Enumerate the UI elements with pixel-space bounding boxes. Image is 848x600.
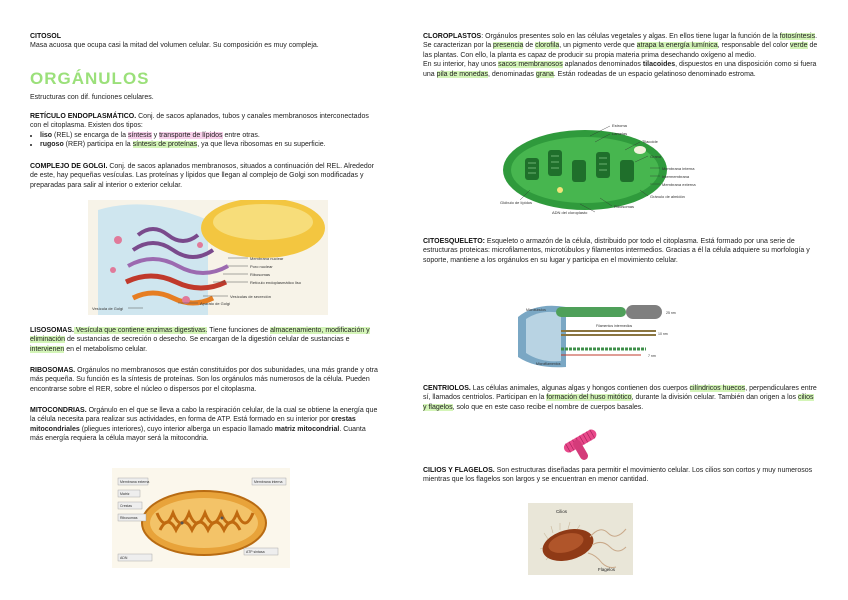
centriolos-heading: CENTRIOLOS. — [423, 385, 471, 392]
chloroplast-label: Glóbulo de lípidos — [500, 200, 533, 205]
cilia-label: Flagelos — [598, 567, 616, 572]
chloroplast-figure — [500, 120, 750, 220]
citoesqueleto-heading: CITOESQUELETO: — [423, 238, 485, 245]
centriolos-section: CENTRIOLOS. Las células animales, algunas algas y hongos contienen dos cuerpos cilíndricos huecos, perpendiculares entre sí, llamados centriolos. Participan en la formación del huso mitótico, durante la división celular. También dan origen a los cilios y flagelos, solo que en este caso recibe el nombre de cuerpos basales. — [423, 385, 817, 411]
golgi-label: Vesícula de Golgi — [92, 306, 124, 311]
cloroplastos-heading: CLOROPLASTOS — [423, 33, 482, 40]
citoesqueleto-section — [423, 237, 818, 265]
golgi-label: Retículo endoplasmático liso — [250, 280, 301, 285]
mitochondria-figure — [112, 468, 290, 568]
chloroplast-label: Grana — [650, 154, 662, 159]
citosol-section — [30, 32, 380, 51]
mito-label: Crestas — [120, 504, 133, 508]
golgi-label: Membrana nuclear — [250, 256, 284, 261]
golgi-figure — [88, 200, 328, 315]
chloroplast-label: Lamelas — [612, 131, 628, 136]
mito-label: Matriz — [120, 492, 130, 496]
chloroplast-label: Intermembrana — [662, 174, 690, 179]
golgi-label: Poro nuclear — [250, 264, 273, 269]
cyto-label: Microfilamentos — [536, 362, 561, 366]
reticulo-text: Conj. de sacos aplanados, tubos y canales membranosos interconectados con el citoplasma. Existen dos tipos: — [30, 113, 369, 130]
lisosomas-section: LISOSOMAS. Vesícula que contiene enzimas digestivas. Tiene funciones de almacenamiento, modificación y eliminación de sustancias de secreción o desecho. Se encargan de la digestión celular de sustancias e intervienen en el metabolismo celular. — [30, 327, 370, 353]
cyto-label: Filamentos intermedios — [596, 324, 633, 328]
organulos-title: ORGÁNULOS — [30, 69, 150, 88]
chloroplast-label: Membrana interna — [662, 166, 695, 171]
cilios-section — [423, 466, 818, 485]
mito-label: Membrana externa — [120, 480, 150, 484]
mitocondrias-section: MITOCONDRIAS. Orgánulo en el que se lleva a cabo la respiración celular, de la cual se obtiene la energía que la célula necesita para realizar sus actividades, en forma de ATP. Está formado en su interior por crestas mitocondriales (pliegues interiores), cuyo interior alberga un espacio llamado matriz mitocondrial. Cuanta más energía requiera la célula mayor será la mitocondria. — [30, 407, 378, 443]
mito-label: ADN — [120, 556, 128, 560]
cilios-text: Son estructuras diseñadas para permitir el movimiento celular. Los cilios son cortos y muy numerosos mientras que los flagelos son largos y se encuentran en menor cantidad. — [423, 467, 813, 484]
reticulo-heading: RETÍCULO ENDOPLASMÁTICO. — [30, 113, 137, 120]
mito-label: ATP sintasa — [246, 550, 265, 554]
citosol-heading: CITOSOL — [30, 33, 61, 40]
cloroplastos-section: CLOROPLASTOS: Orgánulos presentes solo en las células vegetales y algas. En ellos tiene lugar la función de la fotosíntesis. Se caracterizan por la presencia de clorofila, un pigmento verde que atrapa la energía lumínica, responsable del color verde de las plantas. Con ello, la planta es capaz de producir su propia materia prima desechando oxígeno al medio. En su interior, hay unos sacos membranosos aplanados denominados tilacoides, dispuestos en una disposición como si fuera una pila de monedas, denominadas grana. Están rodeadas de un espacio gelatinoso denominado estroma. — [423, 33, 818, 78]
chloroplast-label: Tilacoide — [642, 139, 658, 144]
golgi-text: Conj. de sacos aplanados membranosos, situados a continuación del REL. Alrededor de este, hay pequeñas vesículas. Las proteínas y lípidos que llegan al complejo de Golgi son modificadas y preparadas para salir al interior o exterior celular. — [30, 163, 374, 189]
organulos-subtitle: Estructuras con dif. funciones celulares. — [30, 93, 154, 101]
mito-label: Ribosomas — [120, 516, 138, 520]
centriole-figure — [558, 425, 608, 463]
organulos-header — [30, 68, 380, 102]
golgi-label: Aparato de Golgi — [200, 301, 231, 306]
citoesqueleto-text: Esqueleto o armazón de la célula, distribuido por todo el citoplasma. Está formado por una serie de estructuras proteicas: microfilamentos, microtúbulos y filamentos intermedios. Gracias a él la célula adquiere su morfología y soporte, mantiene a los orgánulos en su lugar y participa en el movimiento celular. — [423, 238, 810, 264]
cyto-label: 25 nm — [666, 311, 676, 315]
cyto-label: Microtúbulos — [526, 308, 546, 312]
cilios-heading: CILIOS Y FLAGELOS. — [423, 467, 495, 474]
chloroplast-label: ADN del cloroplasto — [552, 210, 588, 215]
golgi-heading: COMPLEJO DE GOLGI. — [30, 163, 108, 170]
cytoskeleton-figure — [516, 297, 691, 369]
reticulo-list — [30, 131, 380, 150]
chloroplast-label: Ribosomas — [614, 204, 635, 209]
cyto-label: 10 nm — [658, 332, 668, 336]
lisosomas-heading: LISOSOMAS. — [30, 327, 74, 334]
ribosomas-section — [30, 366, 380, 394]
reticulo-section — [30, 112, 380, 150]
cyto-label: 7 nm — [648, 354, 656, 358]
chloroplast-label: Gránulo de almidón — [650, 194, 685, 199]
golgi-label: Ribosomas — [250, 272, 271, 277]
citosol-text: Masa acuosa que ocupa casi la mitad del volumen celular. Su composición es muy compleja. — [30, 42, 319, 50]
chloroplast-label: Membrana externa — [662, 182, 696, 187]
cilia-figure — [528, 503, 633, 575]
mito-label: Membrana interna — [254, 480, 283, 484]
cilia-label: Cilios — [556, 509, 568, 514]
chloroplast-label: Estroma — [612, 123, 627, 128]
golgi-section — [30, 162, 380, 190]
golgi-label: Vesículas de secreción — [230, 294, 271, 299]
ribosomas-text: Orgánulos no membranosos que están constituidos por dos subunidades, una más grande y otra más pequeña. Su función es la síntesis de proteínas. Son los orgánulos más numerosos de la célula. Pueden encontrarse sobre el RER, sobre el núcleo o dispersos por el citoplasma. — [30, 367, 378, 393]
list-item: • rugoso (RER) participa en la síntesis de proteínas, ya que lleva ribosomas en su superficie. — [40, 140, 380, 149]
ribosomas-heading: RIBOSOMAS. — [30, 367, 76, 374]
list-item: • liso (REL) se encarga de la síntesis y transporte de lípidos entre otras. — [40, 131, 380, 140]
mitocondrias-heading: MITOCONDRIAS. — [30, 407, 87, 414]
